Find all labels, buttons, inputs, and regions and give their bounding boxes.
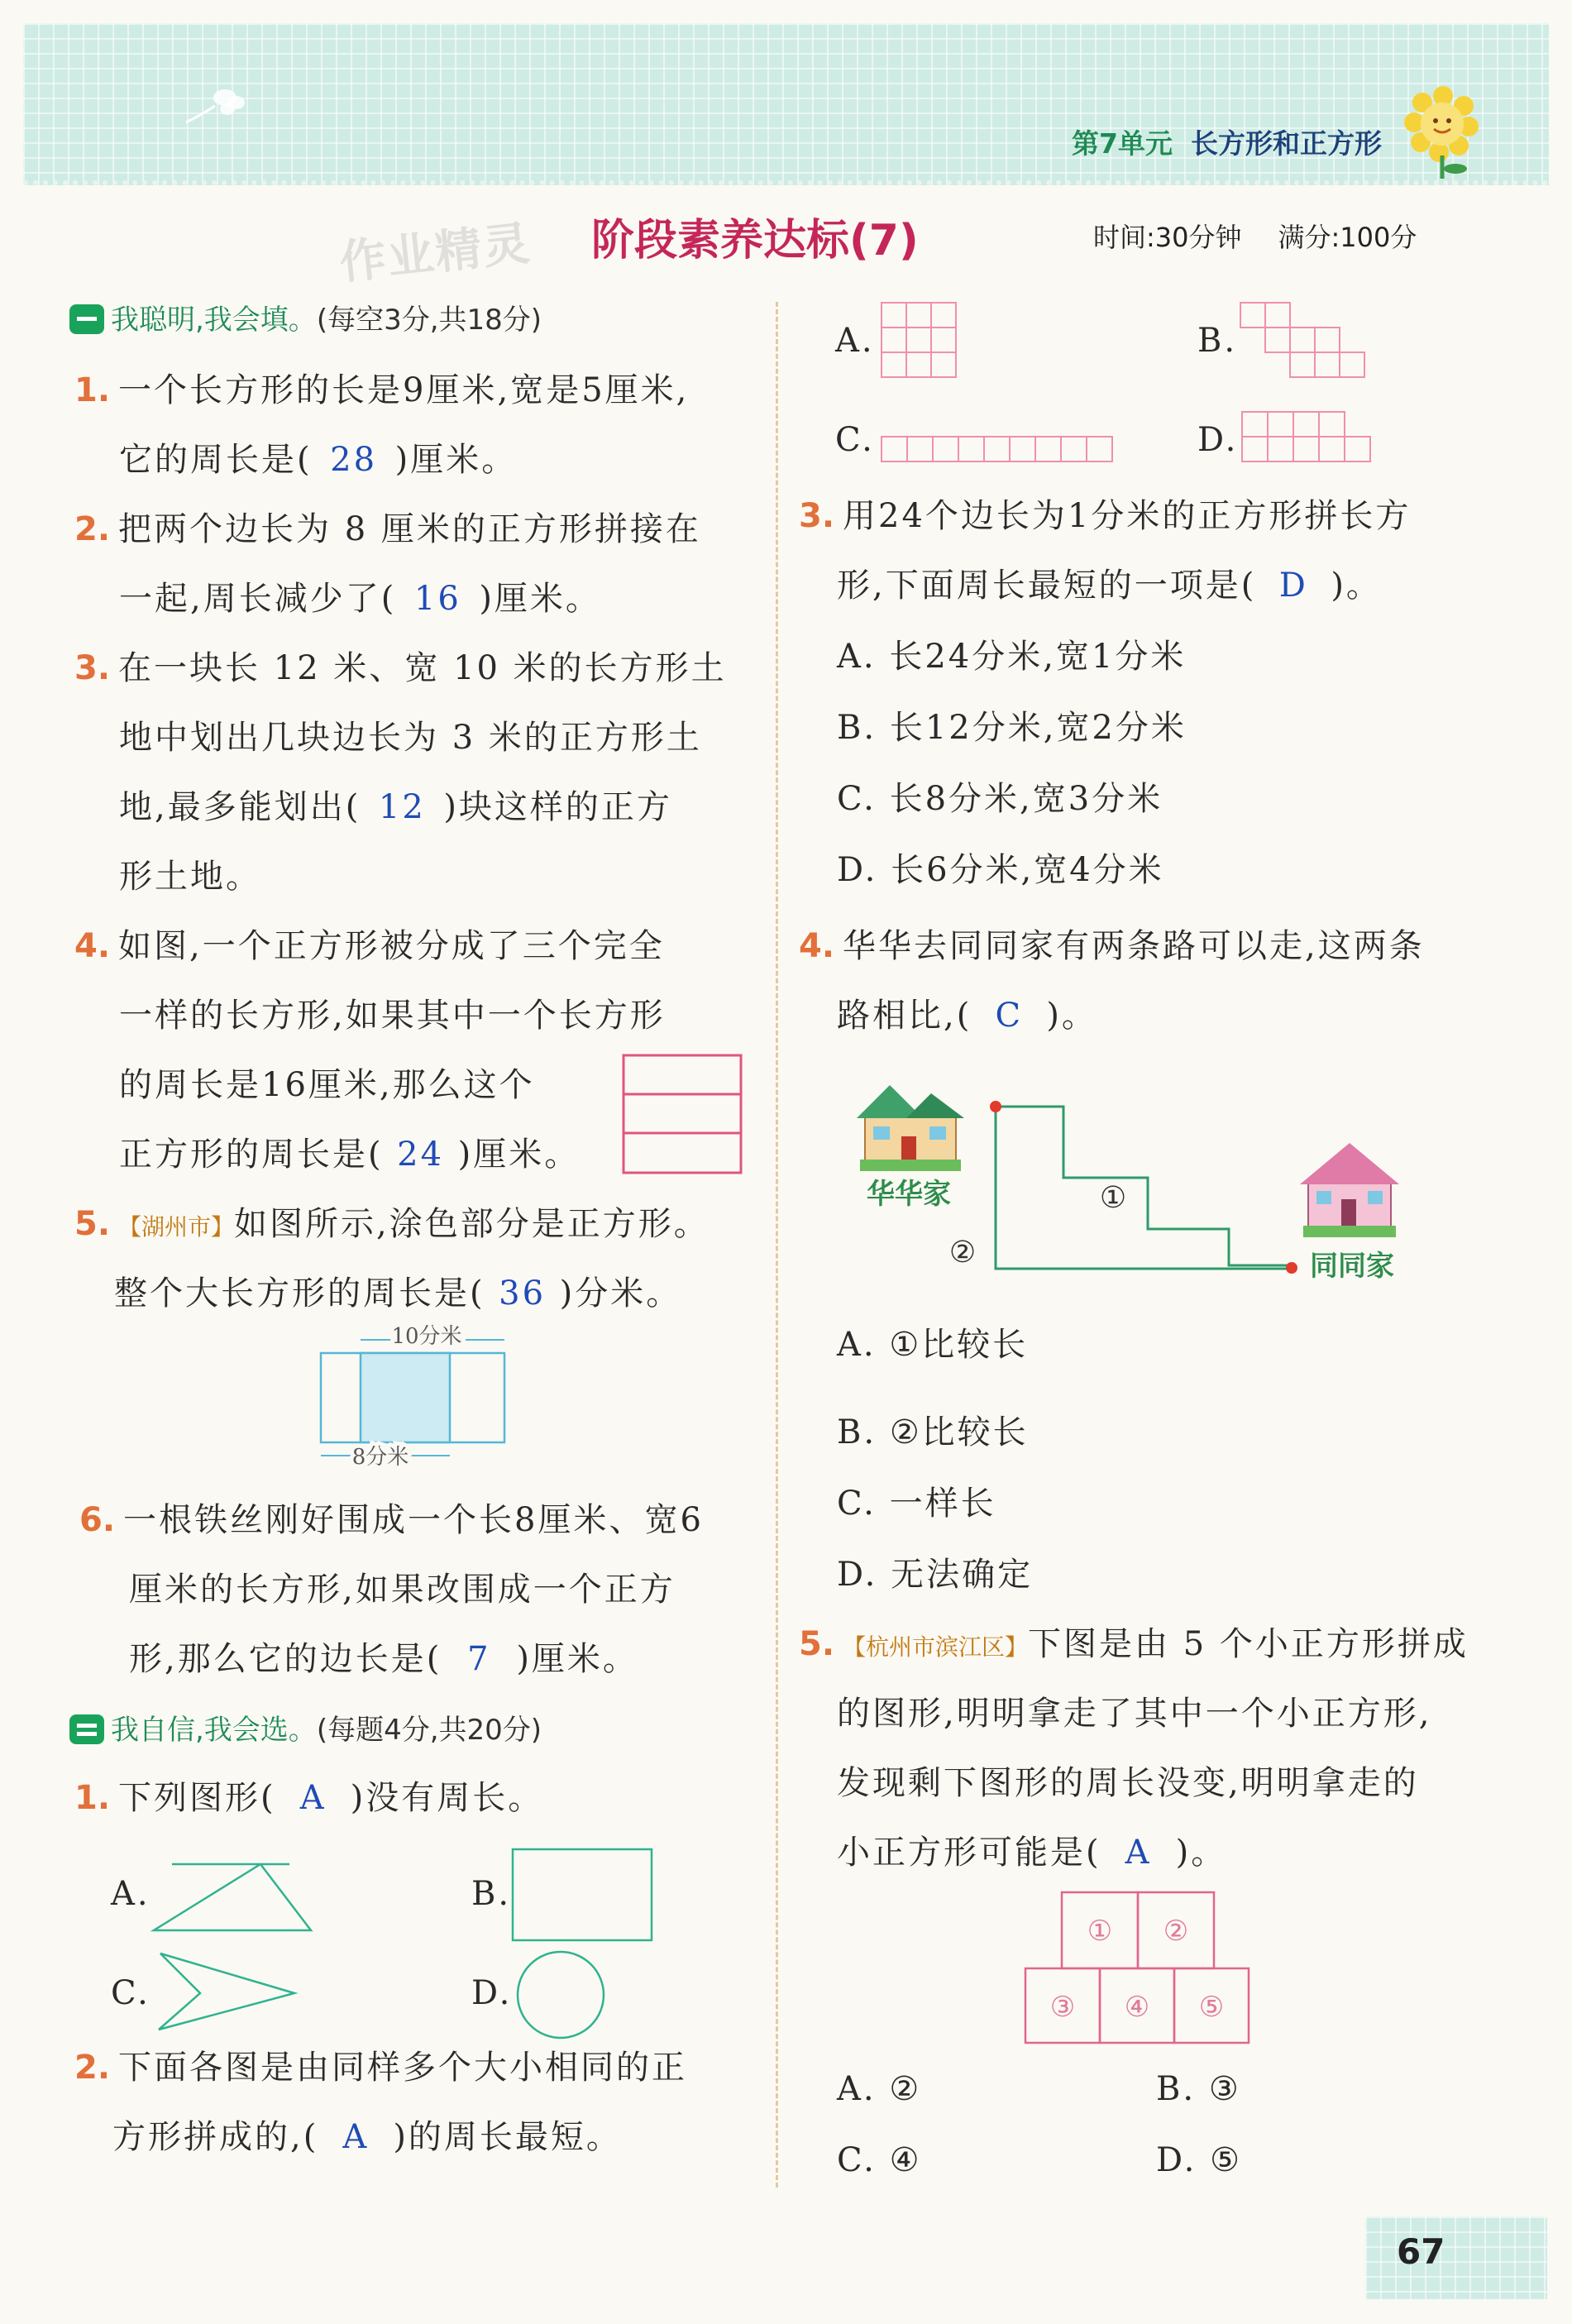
s2-q4-text1: 华华去同同家有两条路可以走,这两条 xyxy=(843,927,1425,965)
unit-number: 第7单元 xyxy=(1072,127,1173,160)
s2-q5-number: 5. xyxy=(799,1625,835,1663)
s1-q4-text1: 如图,一个正方形被分成了三个完全 xyxy=(118,927,665,965)
s1-q6-line1 xyxy=(79,1485,704,1555)
s2-q5-city-tag: 【杭州市滨江区】 xyxy=(843,1633,1029,1661)
s2-q5-text1: 下图是由 5 个小正方形拼成 xyxy=(1028,1625,1469,1663)
s2-q1-answer: A xyxy=(299,1779,327,1817)
s2-q3-line1 xyxy=(799,481,1411,551)
s1-q1-line2 xyxy=(119,425,517,495)
s2-q5-text4b: )。 xyxy=(1175,1834,1227,1872)
column-divider xyxy=(776,302,778,2188)
s1-q6-text3a: 形,那么它的边长是( xyxy=(129,1640,442,1678)
s2-q1-opt-b: B. xyxy=(471,1875,512,1913)
s2-q1-text-b: )没有周长。 xyxy=(350,1779,544,1817)
s2-q4-line1 xyxy=(799,911,1425,981)
s2-q3-opt-a: A. 长24分米,宽1分米 xyxy=(837,638,1187,676)
s2-q4-home-a-label: 华华家 xyxy=(867,1178,951,1211)
s1-q1-number: 1. xyxy=(74,371,111,409)
s1-q2-text2b: )厘米。 xyxy=(479,580,601,618)
s1-q3-number: 3. xyxy=(74,649,111,687)
s2-q5-line4 xyxy=(837,1818,1226,1887)
s2-q4-answer: C xyxy=(995,997,1024,1035)
s1-q4-line1 xyxy=(74,911,665,981)
s2-q3-text2a: 形,下面周长最短的一项是( xyxy=(837,567,1257,605)
s1-q3-line4: 形土地。 xyxy=(119,858,261,896)
s2-q2-grid-d xyxy=(1240,410,1381,466)
s2-q5-cell-5: ⑤ xyxy=(1198,1991,1225,2024)
s2-q3-text2b: )。 xyxy=(1331,567,1382,605)
s1-q2-answer: 16 xyxy=(413,580,461,618)
s1-q1-text2a: 它的周长是( xyxy=(119,441,313,479)
s2-q5-line3: 发现剩下图形的周长没变,明明拿走的 xyxy=(837,1764,1419,1802)
s2-q1-shape-d xyxy=(514,1949,607,2041)
s2-q1-text-a: 下列图形( xyxy=(118,1779,276,1817)
s1-q1-text2b: )厘米。 xyxy=(394,441,518,479)
s1-q6-line3 xyxy=(129,1624,638,1694)
section2-points: (每题4分,共20分) xyxy=(316,1714,542,1747)
s1-q5-text2a: 整个大长方形的周长是( xyxy=(114,1274,485,1313)
s1-q2-line1 xyxy=(74,495,701,564)
s2-q4-line2 xyxy=(837,981,1097,1050)
s1-q5-answer: 36 xyxy=(499,1274,547,1313)
s2-q2-grid-c xyxy=(880,435,1120,465)
s2-q4-opt-c: C. 一样长 xyxy=(837,1485,996,1523)
s2-q5-opt-b: B. ③ xyxy=(1156,2070,1241,2108)
s2-q4-opt-b: B. ②比较长 xyxy=(837,1413,1029,1451)
s2-q5-cell-2: ② xyxy=(1163,1915,1189,1948)
s2-q1-shape-a xyxy=(149,1861,314,1935)
s1-q4-line2: 一样的长方形,如果其中一个长方形 xyxy=(119,997,666,1035)
sunflower-icon xyxy=(1398,81,1488,180)
s2-q3-line2 xyxy=(837,551,1382,620)
s1-q4-line3: 的周长是16厘米,那么这个 xyxy=(119,1066,535,1104)
watermark: 作业精灵 xyxy=(337,217,534,290)
s1-q3-text1: 在一块长 12 米、宽 10 米的长方形土 xyxy=(118,649,727,687)
s1-q3-line1 xyxy=(74,634,727,703)
s1-q6-text3b: )厘米。 xyxy=(516,1640,638,1678)
s1-q3-line2: 地中划出几块边长为 3 米的正方形土 xyxy=(119,719,702,757)
s2-q5-answer: A xyxy=(1125,1834,1152,1872)
s2-q2-grid-a xyxy=(880,301,959,380)
section1-title: 我聪明,我会填。 xyxy=(111,304,317,337)
s2-q2-text2a: 方形拼成的,( xyxy=(112,2118,319,2156)
unit-title: 长方形和正方形 xyxy=(1191,127,1382,160)
s2-q4-route-figure xyxy=(857,1067,1419,1298)
s2-q3-answer: D xyxy=(1278,567,1308,605)
s1-q4-text4b: )厘米。 xyxy=(457,1136,581,1174)
s1-q4-number: 4. xyxy=(74,927,111,965)
s1-q5-city-tag: 【湖州市】 xyxy=(118,1213,235,1241)
s2-q5-opt-a: A. ② xyxy=(837,2070,922,2108)
house-icon-b xyxy=(1300,1143,1399,1237)
s1-q6-answer: 7 xyxy=(467,1640,491,1678)
s1-q4-line4 xyxy=(119,1120,580,1189)
section1-header xyxy=(69,285,542,355)
s1-q6-text1: 一根铁丝刚好围成一个长8厘米、宽6 xyxy=(123,1501,704,1539)
page-number: 67 xyxy=(1397,2231,1445,2272)
s2-q5-text4a: 小正方形可能是( xyxy=(837,1834,1101,1872)
s1-q6-number: 6. xyxy=(79,1501,116,1539)
unit-label xyxy=(1072,122,1382,161)
s1-q5-text2b: )分米。 xyxy=(559,1274,682,1313)
s2-q5-opt-d: D. ⑤ xyxy=(1156,2141,1242,2179)
s2-q2-opt-b: B. xyxy=(1197,322,1238,360)
s1-q5-line1 xyxy=(74,1189,710,1262)
s2-q3-number: 3. xyxy=(799,497,835,535)
title-row xyxy=(0,205,1572,290)
s2-q2-opt-a: A. xyxy=(835,322,875,360)
s2-q4-opt-d: D. 无法确定 xyxy=(837,1556,1034,1594)
s2-q5-cell-3: ③ xyxy=(1049,1991,1076,2024)
s1-q2-text2a: 一起,周长减少了( xyxy=(119,580,397,618)
s1-q2-line2 xyxy=(119,564,601,634)
s2-q2-number: 2. xyxy=(74,2049,111,2087)
s2-q3-opt-c: C. 长8分米,宽3分米 xyxy=(837,780,1163,818)
s2-q1-opt-c: C. xyxy=(111,1974,151,2012)
s2-q5-cell-4: ④ xyxy=(1124,1991,1150,2024)
s1-q2-number: 2. xyxy=(74,510,111,548)
s1-q4-text4a: 正方形的周长是( xyxy=(119,1136,384,1174)
section1-points: (每空3分,共18分) xyxy=(316,304,542,337)
s2-q4-home-b-label: 同同家 xyxy=(1310,1250,1394,1283)
time-limit: 时间:30分钟 xyxy=(1093,222,1242,253)
butterfly-icon xyxy=(182,81,256,131)
s2-q4-number: 4. xyxy=(799,927,835,965)
s2-q2-line1 xyxy=(74,2033,687,2102)
s2-q4-path2-label: ② xyxy=(948,1236,977,1270)
s2-q2-opt-d: D. xyxy=(1197,421,1239,459)
s1-q1-text1: 一个长方形的长是9厘米,宽是5厘米, xyxy=(118,371,690,409)
s1-q3-answer: 12 xyxy=(378,788,426,826)
s2-q5-opt-c: C. ④ xyxy=(837,2141,922,2179)
s2-q1-opt-d: D. xyxy=(471,1974,513,2012)
s1-q1-answer: 28 xyxy=(330,441,378,479)
s2-q2-text1: 下面各图是由同样多个大小相同的正 xyxy=(118,2049,688,2087)
section2-badge-icon xyxy=(69,1714,104,1744)
section1-badge-icon xyxy=(69,304,104,334)
house-icon-a xyxy=(857,1085,964,1171)
s1-q5-text1: 如图所示,涂色部分是正方形。 xyxy=(234,1205,710,1243)
s1-q5-rectangle-figure xyxy=(314,1318,513,1475)
s2-q3-text1: 用24个边长为1分米的正方形拼长方 xyxy=(843,497,1412,535)
s2-q5-line1 xyxy=(799,1609,1469,1682)
exam-meta xyxy=(1093,217,1417,255)
page-title: 阶段素养达标(7) xyxy=(591,216,919,265)
s2-q2-text2b: )的周长最短。 xyxy=(393,2118,622,2156)
s2-q5-squares-figure xyxy=(1022,1889,1254,2046)
s1-q1-line1 xyxy=(74,356,689,425)
s2-q1-shape-c xyxy=(151,1949,299,2031)
s2-q2-answer: A xyxy=(342,2118,370,2156)
s2-q3-opt-b: B. 长12分米,宽2分米 xyxy=(837,709,1187,747)
s1-q3-text3b: )块这样的正方 xyxy=(443,788,672,826)
s2-q4-text2a: 路相比,( xyxy=(837,997,972,1035)
s2-q5-line2: 的图形,明明拿走了其中一个小正方形, xyxy=(837,1695,1432,1733)
s1-q5-fig-top-label: 10分米 xyxy=(391,1324,462,1349)
s1-q6-line2: 厘米的长方形,如果改围成一个正方 xyxy=(129,1571,676,1609)
full-score: 满分:100分 xyxy=(1278,222,1417,253)
s1-q4-square-figure xyxy=(622,1054,744,1176)
section2-header xyxy=(69,1695,542,1765)
s2-q3-opt-d: D. 长6分米,宽4分米 xyxy=(837,851,1164,889)
s2-q2-opt-c: C. xyxy=(835,421,875,459)
s1-q2-text1: 把两个边长为 8 厘米的正方形拼接在 xyxy=(118,510,701,548)
section2-title: 我自信,我会选。 xyxy=(111,1714,317,1747)
s2-q1-opt-a: A. xyxy=(111,1875,151,1913)
s2-q1-line1 xyxy=(74,1763,543,1833)
s2-q1-number: 1. xyxy=(74,1779,111,1817)
s1-q5-fig-bottom-label: 8分米 xyxy=(351,1445,409,1470)
s2-q4-text2b: )。 xyxy=(1046,997,1097,1035)
page-number-tab xyxy=(1365,2216,1547,2299)
s1-q3-text3a: 地,最多能划出( xyxy=(119,788,361,826)
s2-q4-opt-a: A. ①比较长 xyxy=(837,1326,1029,1364)
s2-q1-shape-b xyxy=(509,1846,658,1945)
s2-q5-cell-1: ① xyxy=(1087,1915,1113,1948)
s2-q2-grid-b xyxy=(1239,301,1371,384)
s2-q2-line2 xyxy=(112,2102,622,2172)
s1-q5-number: 5. xyxy=(74,1205,111,1243)
s1-q3-line3 xyxy=(119,772,672,842)
s1-q4-answer: 24 xyxy=(397,1136,445,1174)
s2-q4-path1-label: ① xyxy=(1099,1181,1127,1215)
